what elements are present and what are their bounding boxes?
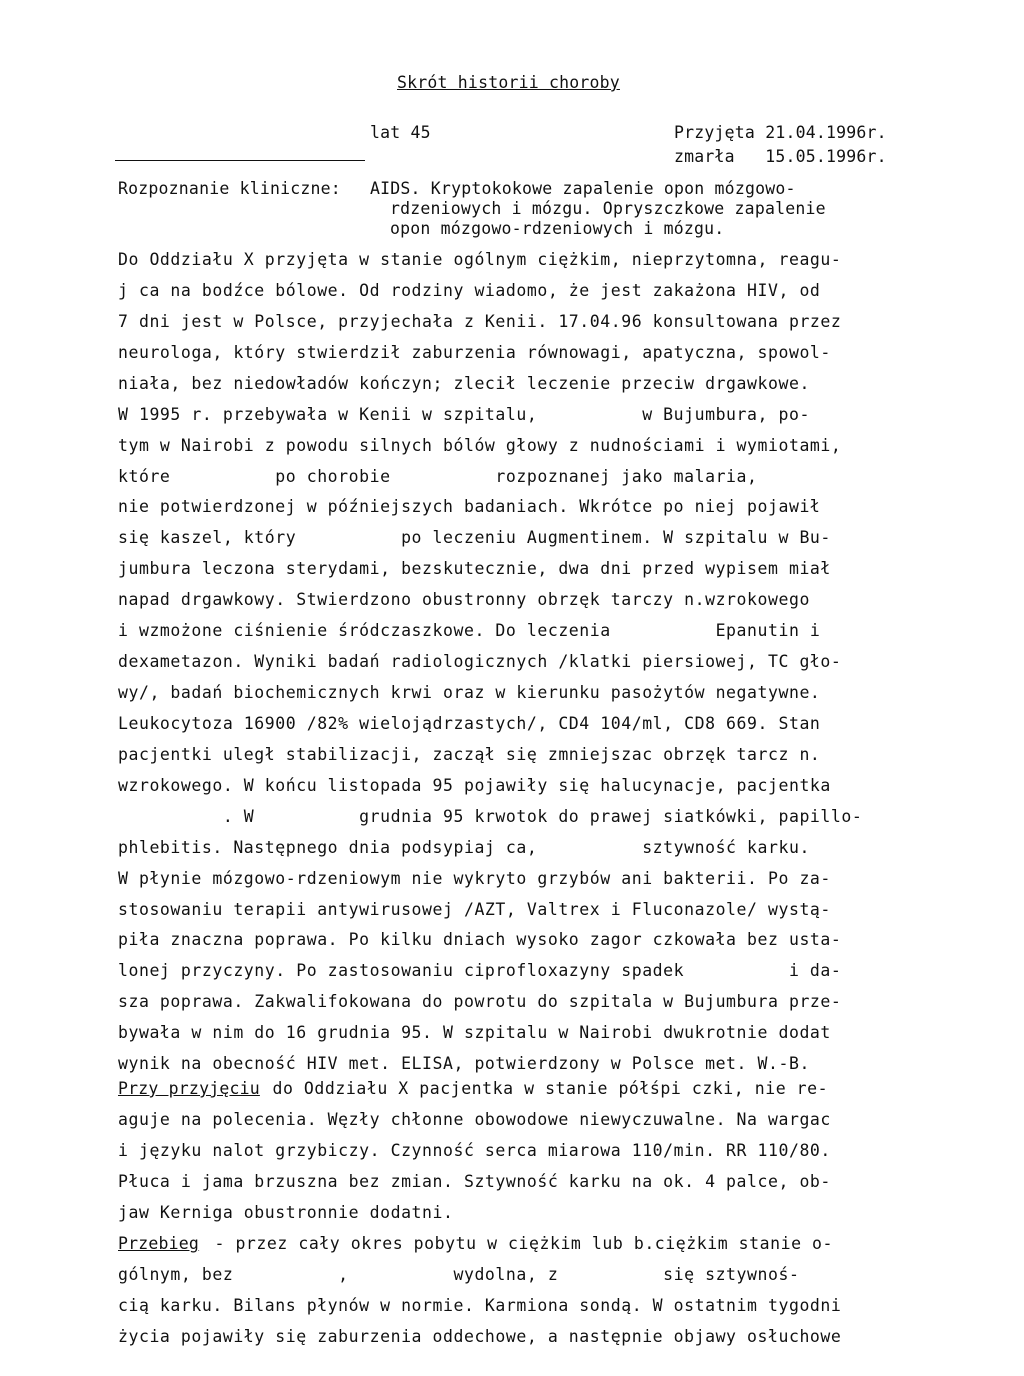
diagnosis-line: rdzeniowych i mózgu. Opryszczkowe zapalenie — [390, 199, 826, 218]
patient-age: lat 45 — [370, 123, 431, 142]
admission-line: Płuca i jama brzuszna bez zmian. Sztywność karku na ok. 4 palce, ob- — [118, 1172, 831, 1191]
history-line: wzrokowego. W końcu listopada 95 pojawiły się halucynacje, pacjentka — [118, 775, 831, 795]
death-date: zmarła 15.05.1996r. — [674, 147, 887, 166]
history-line: wynik na obecność HIV met. ELISA, potwierdzony w Polsce met. W.-B. — [118, 1054, 810, 1074]
history-line: lonej przyczyny. Po zastosowaniu ciprofloxazyny spadek i da- — [118, 961, 842, 981]
course-line: cią karku. Bilans płynów w normie. Karmiona sondą. W ostatnim tygodni — [118, 1296, 842, 1315]
history-line: j ca na bodźce bólowe. Od rodziny wiadomo, że jest zakażona HIV, od — [118, 280, 821, 300]
admission-line: i języku nalot grzybiczy. Czynność serca miarowa 110/min. RR 110/80. — [118, 1141, 831, 1160]
history-line: wy/, badań biochemicznych krwi oraz w kierunku pasożytów negatywne. — [118, 683, 821, 703]
history-line: Do Oddziału X przyjęta w stanie ogólnym ciężkim, nieprzytomna, reagu- — [118, 250, 842, 269]
diagnosis-line: AIDS. Kryptokokowe zapalenie opon mózgowo- — [370, 179, 796, 198]
history-line: niała, bez niedowładów kończyn; zlecił leczenie przeciw drgawkowe. — [118, 373, 810, 393]
history-line: Leukocytoza 16900 /82% wielojądrzastych/, CD4 104/ml, CD8 669. Stan — [118, 713, 821, 733]
diagnosis-line: opon mózgowo-rdzeniowych i mózgu. — [390, 219, 725, 238]
history-line: 7 dni jest w Polsce, przyjechała z Kenii. 17.04.96 konsultowana przez — [118, 311, 842, 331]
history-line: i wzmożone ciśnienie śródczaszkowe. Do leczenia Epanutin i — [118, 621, 821, 641]
course-line: gólnym, bez , wydolna, z się sztywnoś- — [118, 1265, 800, 1284]
history-line: nie potwierdzonej w późniejszych badaniach. Wkrótce po niej pojawił — [118, 497, 821, 517]
admission-line: aguje na polecenia. Węzły chłonne obowodowe niewyczuwalne. Na wargac — [118, 1110, 831, 1129]
admission-line: do Oddziału X pacjentka w stanie półśpi czki, nie re- — [262, 1079, 829, 1098]
history-line: napad drgawkowy. Stwierdzono obustronny obrzęk tarczy n.wzrokowego — [118, 590, 810, 610]
history-line: W 1995 r. przebywała w Kenii w szpitalu, w Bujumbura, po- — [118, 404, 810, 424]
admission-line: jaw Kerniga obustronnie dodatni. — [118, 1203, 454, 1222]
name-redaction-line — [115, 160, 365, 161]
history-line: phlebitis. Następnego dnia podsypiaj ca, sztywność karku. — [118, 837, 810, 857]
history-line: neurologa, który stwierdził zaburzenia równowagi, apatyczna, spowol- — [118, 342, 831, 362]
history-line: się kaszel, który po leczeniu Augmentinem. W szpitalu w Bu- — [118, 528, 831, 548]
document-title: Skrót historii choroby — [397, 73, 620, 92]
history-line: które po chorobie rozpoznanej jako malaria, — [118, 466, 758, 486]
history-line: piła znaczna poprawa. Po kilku dniach wysoko zagor czkowała bez usta- — [118, 930, 842, 950]
course-line: życia pojawiły się zaburzenia oddechowe, a następnie objawy osłuchowe — [118, 1327, 842, 1346]
history-line: W płynie mózgowo-rdzeniowym nie wykryto grzybów ani bakterii. Po za- — [118, 868, 831, 888]
history-line: tym w Nairobi z powodu silnych bólów głowy z nudnościami i wymiotami, — [118, 435, 842, 455]
course-line: - przez cały okres pobytu w ciężkim lub b.ciężkim stanie o- — [204, 1234, 834, 1253]
admission-heading: Przy przyjęciu — [118, 1079, 260, 1098]
diagnosis-label: Rozpoznanie kliniczne: — [118, 179, 341, 198]
history-line: dexametazon. Wyniki badań radiologicznych /klatki piersiowej, TC gło- — [118, 652, 842, 672]
history-line: sza poprawa. Zakwalifokowana do powrotu do szpitala w Bujumbura prze- — [118, 992, 842, 1012]
history-line: . W grudnia 95 krwotok do prawej siatkówki, papillo- — [118, 806, 863, 826]
admission-date: Przyjęta 21.04.1996r. — [674, 123, 887, 142]
history-line: bywała w nim do 16 grudnia 95. W szpitalu w Nairobi dwukrotnie dodat — [118, 1023, 831, 1043]
history-line: jumbura leczona sterydami, bezskutecznie, dwa dni przed wypisem miał — [118, 559, 831, 579]
course-heading: Przebieg — [118, 1234, 200, 1253]
history-line: stosowaniu terapii antywirusowej /AZT, Valtrex i Fluconazole/ wystą- — [118, 899, 831, 919]
history-line: pacjentki uległ stabilizacji, zaczął się zmniejszac obrzęk tarcz n. — [118, 744, 821, 764]
